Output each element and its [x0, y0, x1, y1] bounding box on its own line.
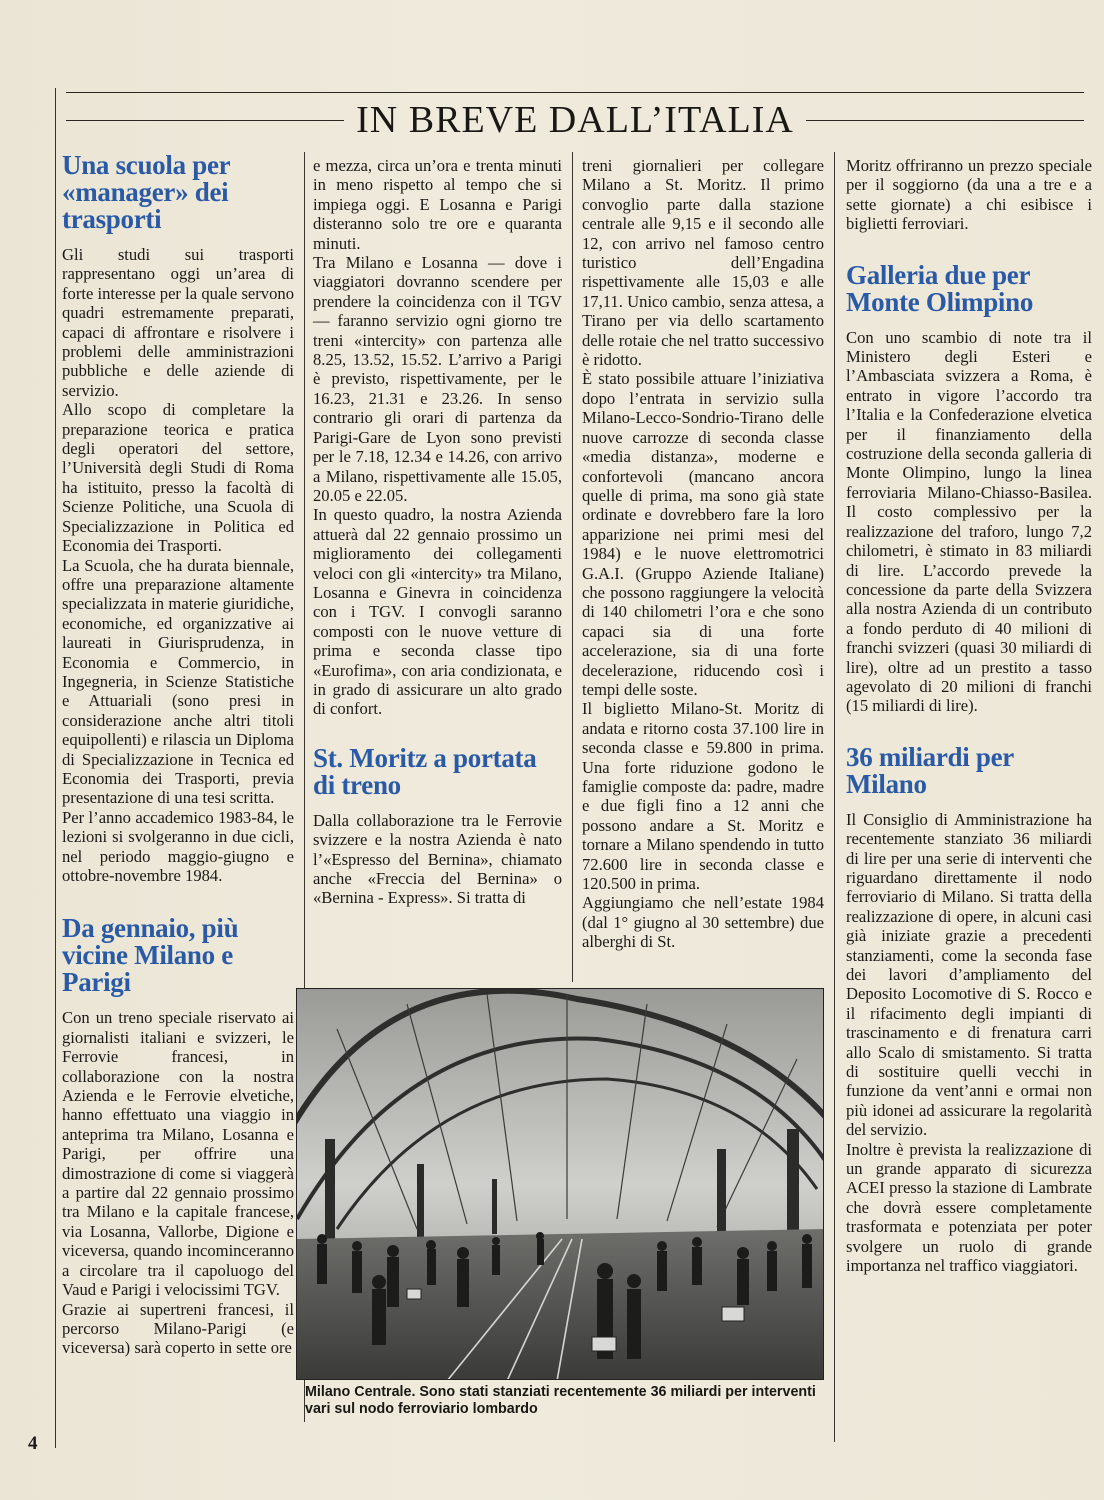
- column-1: [62, 152, 294, 1358]
- column-2: [313, 156, 562, 908]
- article-paragraph: Il biglietto Milano-St. Moritz di andata e ritorno costa 37.100 lire in seconda classe e 59.800 in prima. Una forte riduzione godono le famiglie composte da: padre, madre e due figli fino a 12 anni che possono andare a St. Moritz e tornare a Milano spendendo in tutto 72.600 lire in seconda classe e 120.500 in prima.: [582, 699, 824, 894]
- article-paragraph: treni giornalieri per collegare Milano a St. Moritz. Il primo convoglio parte dalla stazione centrale alle 9,15 e il secondo alle 12, con arrivo nel famoso centro turistico dell’Engadina rispettivamente alle 15,03 e alle 17,11. Unico cambio, senza attesa, a Tirano per via dello scartamento delle rotaie che nel tratto successivo è ridotto.: [582, 156, 824, 370]
- column-separator-2: [572, 152, 573, 982]
- milano-centrale-illustration: [297, 989, 824, 1380]
- article-paragraph: La Scuola, che ha durata biennale, offre una preparazione altamente specializzata in materie giuridiche, economiche, ed organizzative ai laureati in Giurisprudenza, in Economia e Commercio, in Ingegneria, in Scienze Statistiche e Attuariali (sono presi in considerazione anche altri titoli equipollenti) e rilascia un Diploma di Specializzazione in Tecnica ed Economia dei Trasporti, previa presentazione di una tesi scritta.: [62, 555, 294, 808]
- article-heading-st-moritz: St. Moritz a portata di treno: [313, 742, 537, 800]
- article-paragraph: Gli studi sui trasporti rappresentano oggi un’area di forte interesse per la quale servono quadri estremamente preparati, capaci di affrontare e risolvere i problemi delle amministrazioni pubbliche e delle aziende di servizio.: [62, 245, 294, 400]
- article-paragraph: e mezza, circa un’ora e trenta minuti in meno rispetto al tempo che si impiega oggi. E Losanna e Parigi disteranno solo tre ore e quaranta minuti.: [313, 156, 562, 253]
- section-masthead: [66, 100, 1084, 140]
- article-paragraph: Tra Milano e Losanna — dove i viaggiatori dovranno scendere per prendere la coincidenza con il TGV — faranno servizio ogni giorno tre treni «intercity» con partenza alle 8.25, 13.52, 15.52. L’arrivo a Parigi è previsto, rispettivamente, per le 16.23, 21.31 e 23.26. In senso contrario gli orari di partenza da Parigi-Gare de Lyon sono previsti per le 7.18, 12.34 e 14.26, con arrivo a Milano, rispettivamente alle 15.05, 20.05 e 22.05.: [313, 253, 562, 505]
- article-paragraph: Con uno scambio di note tra il Ministero degli Esteri e l’Ambasciata svizzera a Roma, è entrato in vigore l’accordo tra l’Italia e la Confederazione elvetica per il finanziamento della costruzione della seconda galleria di Monte Olimpino, lungo la linea ferroviaria Milano-Chiasso-Basilea. Il costo complessivo per la realizzazione del traforo, lungo 7,2 chilometri, è stimato in 83 miliardi di lire. L’accordo prevede la concessione da parte della Svizzera alla nostra Azienda di un contributo a fondo perduto di 40 milioni di franchi svizzeri (quasi 30 miliardi di lire), oltre ad un prestito a tasso agevolato di 20 milioni di franchi (15 miliardi di lire).: [846, 327, 1092, 716]
- column-4: [846, 156, 1092, 1276]
- article-paragraph: Aggiungiamo che nell’estate 1984 (dal 1° giugno al 30 settembre) due alberghi di St.: [582, 893, 824, 952]
- article-paragraph: Grazie ai supertreni francesi, il percorso Milano-Parigi (e viceversa) sarà coperto in sette ore: [62, 1299, 294, 1358]
- left-margin-rule: [55, 88, 56, 1448]
- article-heading-galleria: Galleria due per Monte Olimpino: [846, 259, 1034, 317]
- column-separator-3: [834, 152, 835, 1442]
- masthead-rule-left: [66, 120, 344, 121]
- article-paragraph: Dalla collaborazione tra le Ferrovie svizzere e la nostra Azienda è nato l’«Espresso del Bernina», chiamato anche «Freccia del Bernina» o «Bernina - Express». Si tratta di: [313, 810, 562, 908]
- article-paragraph: È stato possibile attuare l’iniziativa dopo l’entrata in servizio sulla Milano-Lecco-Sondrio-Tirano delle nuove carrozze di seconda classe «media distanza», moderne e confortevoli (mancano ancora quelle di prima, ma sono già state ordinate e dovrebbero fare la loro apparizione nei primi mesi del 1984) e le nuove elettromotrici G.A.I. (Gruppo Aziende Italiane) che possono raggiungere la velocità di 140 chilometri l’ora e che sono capaci sia di una forte accelerazione, sia di una forte decelerazione, riducendo così i tempi delle soste.: [582, 369, 824, 699]
- article-heading-scuola: Una scuola per «manager» dei trasporti: [62, 150, 230, 234]
- masthead-rule-right: [806, 120, 1084, 121]
- station-photo: [296, 988, 824, 1380]
- article-paragraph: Per l’anno accademico 1983-84, le lezioni si svolgeranno in due cicli, nel periodo maggio-giugno e ottobre-novembre 1984.: [62, 807, 294, 885]
- article-heading-gennaio: Da gennaio, più vicine Milano e Parigi: [62, 913, 239, 998]
- article-heading-36-miliardi: 36 miliardi per Milano: [846, 741, 1014, 799]
- article-paragraph: In questo quadro, la nostra Azienda attuerà dal 22 gennaio prossimo un miglioramento dei collegamenti veloci con gli «intercity» tra Milano, Losanna e Ginevra in coincidenza con i TGV. I convogli saranno composti con le nuove vetture di prima e seconda classe tipo «Eurofima», con aria condizionata, e in grado di assicurare un alto grado di confort.: [313, 505, 562, 719]
- page-number: 4: [28, 1433, 38, 1454]
- article-paragraph: Il Consiglio di Amministrazione ha recentemente stanziato 36 miliardi di lire per una serie di interventi che riguardano direttamente il nodo ferroviario di Milano. Si tratta della realizzazione di opere, in alcuni casi già iniziate grazie a precedenti stanziamenti, come la seconda fase dei lavori d’ampliamento del Deposito Locomotive di S. Rocco e il rifacimento degli impianti di trascinamento e di frenatura carri allo Scalo di smistamento. Si tratta di sostituire quelli vecchi in funzione da vent’anni e ormai non più idonei ad assicurare la regolarità del servizio.: [846, 809, 1092, 1140]
- photo-caption: Milano Centrale. Sono stati stanziati recentemente 36 miliardi per interventi vari sul nodo ferroviario lombardo: [305, 1384, 816, 1417]
- top-rule: [66, 92, 1084, 93]
- article-paragraph: Moritz offriranno un prezzo speciale per il soggiorno (da una a tre e a sette giornate) a chi esibisce i biglietti ferroviari.: [846, 156, 1092, 234]
- article-paragraph: Con un treno speciale riservato ai giornalisti italiani e svizzeri, le Ferrovie francesi, in collaborazione con la nostra Azienda e le Ferrovie elvetiche, hanno effettuato una viaggio in anteprima tra Milano, Losanna e Parigi, per offrire una dimostrazione di come si viaggerà a partire dal 22 gennaio prossimo tra Milano e la capitale francese, via Losanna, Vallorbe, Digione e viceversa, quando incominceranno a circolare tra il capoluogo del Vaud e Parigi i velocissimi TGV.: [62, 1008, 294, 1300]
- article-paragraph: Allo scopo di completare la preparazione teorica e pratica degli operatori del settore, l’Università degli Studi di Roma ha istituito, presso la facoltà di Scienze Politiche, una Scuola di Specializzazione in Politica ed Economia dei Trasporti.: [62, 400, 294, 556]
- article-paragraph: Inoltre è prevista la realizzazione di un grande apparato di sicurezza ACEI presso la stazione di Lambrate che dovrà essere completamente trasformata e potenziata per poter svolgere un ruolo di grande importanza nel traffico viaggiatori.: [846, 1139, 1092, 1276]
- section-title: IN BREVE DALL’ITALIA: [356, 99, 794, 141]
- column-3: [582, 156, 824, 952]
